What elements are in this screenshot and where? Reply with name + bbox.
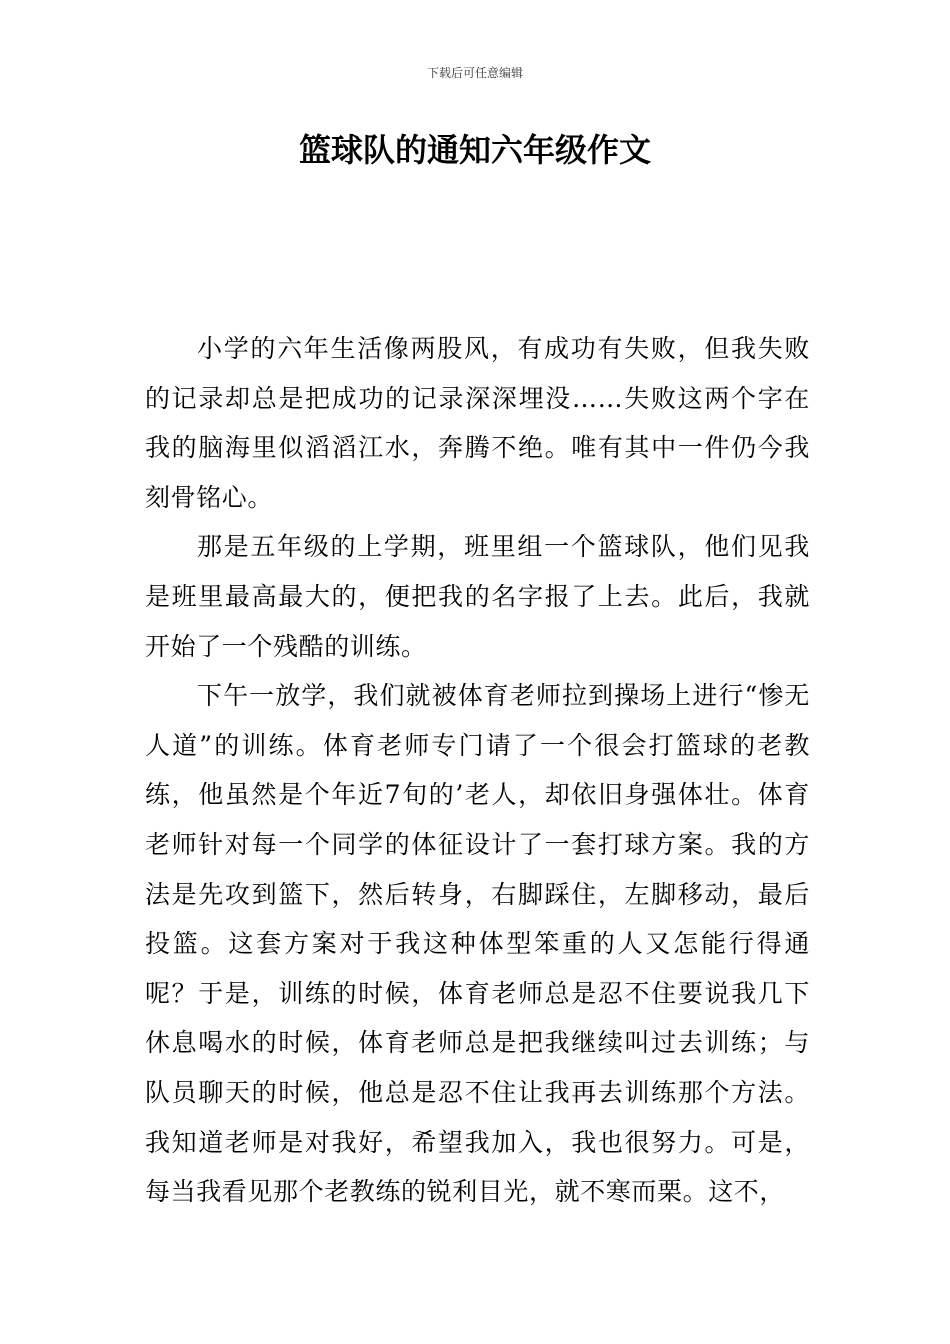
- document-title: 篮球队的通知六年级作文: [298, 131, 651, 169]
- paragraph-2: 那是五年级的上学期，班里组一个篮球队，他们见我是班里最高最大的，便把我的名字报了上去。此后，我就开始了一个残酷的训练。: [145, 532, 810, 661]
- paragraph-3: 下午一放学，我们就被体育老师拉到操场上进行“惨无人道”的训练。体育老师专门请了一个很会打篮球的老教练，他虽然是个年近7旬的’老人，却依旧身强体壮。体育老师针对每一个同学的体征设计了一套打球方案。我的方法是先攻到篮下，然后转身，右脚踩住，左脚移动，最后投篮。这套方案对于我这种体型笨重的人又怎能行得通呢？于是，训练的时候，体育老师总是忍不住要说我几下休息喝水的时候，体育老师总是把我继续叫过去训练；与队员聊天的时候，他总是忍不住让我再去训练那个方法。我知道老师是对我好，希望我加入，我也很努力。可是，每当我看见那个老教练的锐利目光，就不寒而栗。这不，: [145, 681, 810, 1207]
- document-body: [145, 324, 810, 1217]
- paragraph-1: 小学的六年生活像两股风，有成功有失败，但我失败的记录却总是把成功的记录深深埋没……失败这两个字在我的脑海里似滔滔江水，奔腾不绝。唯有其中一件仍今我刻骨铭心。: [145, 334, 810, 512]
- page-header-note: 下载后可任意编辑: [426, 66, 523, 80]
